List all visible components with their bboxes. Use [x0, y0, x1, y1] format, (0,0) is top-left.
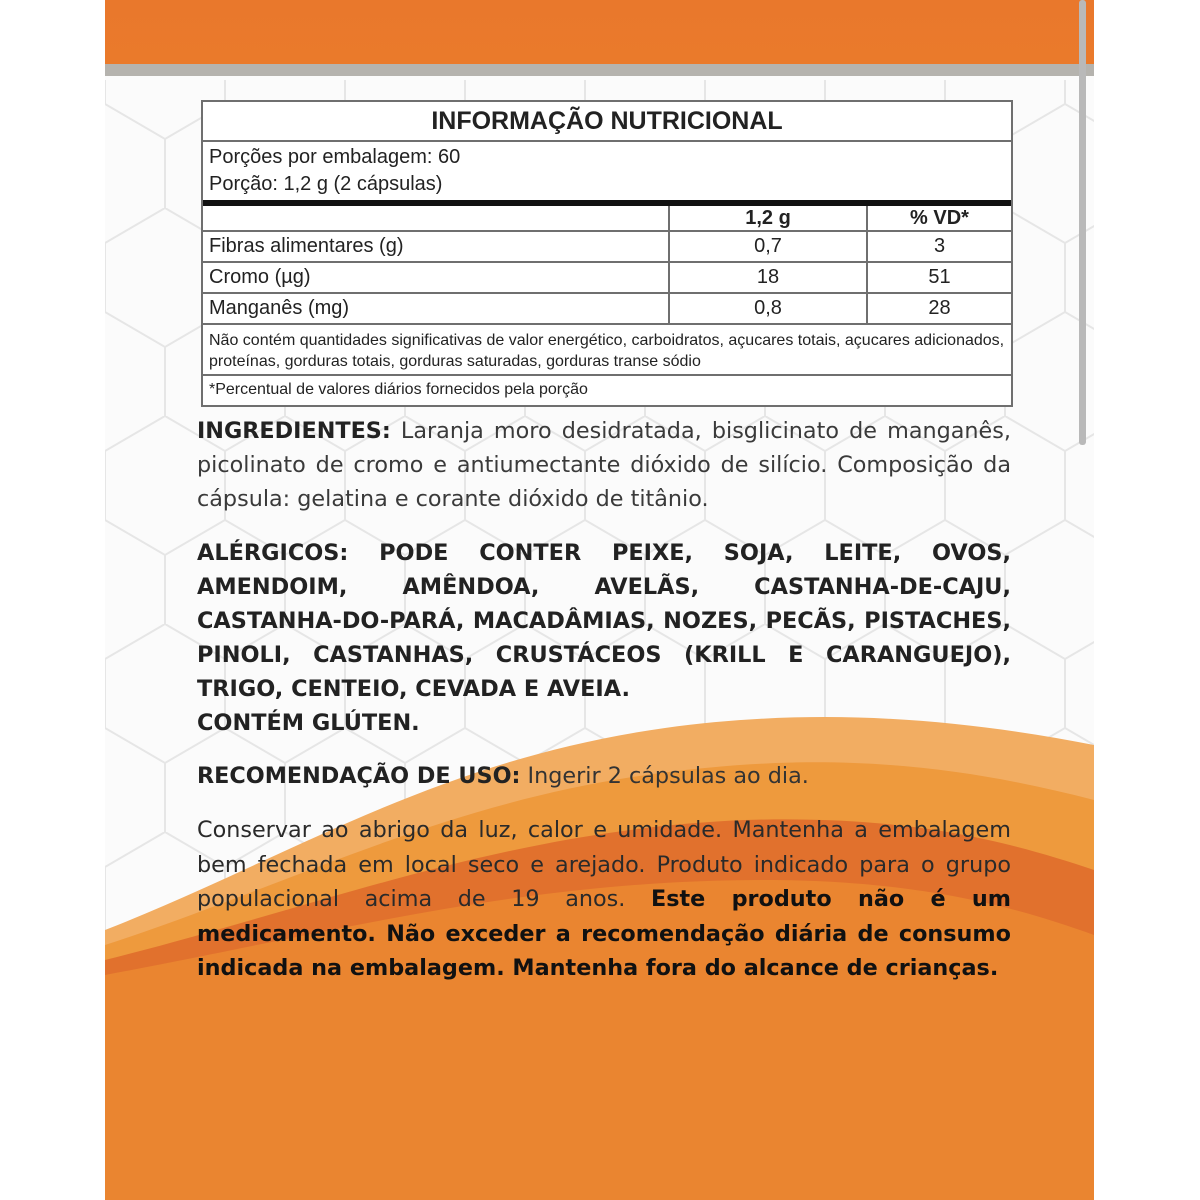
- nutrient-name: Fibras alimentares (g): [203, 231, 669, 262]
- serving-info: [203, 142, 1011, 206]
- nutrient-amount: 0,8: [669, 293, 867, 323]
- top-grey-band: [105, 64, 1094, 76]
- nutrient-name: Cromo (µg): [203, 262, 669, 293]
- nutrient-dv: 3: [867, 231, 1011, 262]
- storage-instructions: [197, 813, 1011, 986]
- ingredients-label: INGREDIENTES:: [197, 418, 391, 444]
- gluten-notice: CONTÉM GLÚTEN.: [197, 710, 420, 736]
- nutrient-row: [203, 231, 1011, 262]
- column-header-dv: % VD*: [867, 206, 1011, 231]
- allergens-text: ALÉRGICOS: PODE CONTER PEIXE, SOJA, LEITE, OVOS, AMENDOIM, AMÊNDOA, AVELÃS, CASTANHA-DE-CAJU, CASTANHA-DO-PARÁ, MACADÂMIAS, NOZES, PECÃS, PISTACHES, PINOLI, CASTANHAS, CRUSTÁCEOS (KRILL E CARANGUEJO), TRIGO, CENTEIO, CEVADA E AVEIA.: [197, 540, 1011, 702]
- ingredients-section: [197, 414, 1011, 516]
- nutrient-row: [203, 262, 1011, 293]
- scrollbar-thumb[interactable]: [1079, 0, 1086, 445]
- column-header-amount: 1,2 g: [669, 206, 867, 231]
- column-header-row: [203, 206, 1011, 231]
- insignificant-amounts-note: Não contém quantidades significativas de valor energético, carboidratos, açucares totais, açucares adicionados, proteínas, gorduras totais, gorduras saturadas, gorduras transe sódio: [203, 323, 1011, 374]
- nutrient-dv: 51: [867, 262, 1011, 293]
- nutrient-grid: [203, 206, 1011, 323]
- nutrient-dv: 28: [867, 293, 1011, 323]
- nutrient-name: Manganês (mg): [203, 293, 669, 323]
- daily-value-footnote: *Percentual de valores diários fornecidos pela porção: [203, 374, 1011, 405]
- product-label-panel: [105, 0, 1094, 1200]
- usage-text: Ingerir 2 cápsulas ao dia.: [527, 763, 809, 789]
- nutrient-amount: 18: [669, 262, 867, 293]
- servings-per-package: Porções por embalagem: 60: [209, 146, 461, 168]
- nutrition-title: INFORMAÇÃO NUTRICIONAL: [203, 102, 1011, 142]
- nutrient-row: [203, 293, 1011, 323]
- usage-label: RECOMENDAÇÃO DE USO:: [197, 763, 521, 789]
- ingredients-text: Laranja moro desidratada, bisglicinato de manganês, picolinato de cromo e antiumectante dióxido de silício. Composição da cápsula: gelatina e corante dióxido de titânio.: [197, 418, 1011, 512]
- top-orange-band: [105, 0, 1094, 66]
- allergens-section: [197, 536, 1011, 740]
- storage-text: Conservar ao abrigo da luz, calor e umidade. Mantenha a embalagem bem fechada em local seco e arejado. Produto indicado para o grupo populacional acima de 19 anos.: [197, 817, 1011, 912]
- column-header-nutrient: [203, 206, 669, 231]
- nutrient-amount: 0,7: [669, 231, 867, 262]
- nutrition-facts-table: [201, 100, 1013, 407]
- serving-size: Porção: 1,2 g (2 cápsulas): [209, 173, 443, 195]
- safety-warning: Este produto não é um medicamento. Não exceder a recomendação diária de consumo indicada na embalagem. Mantenha fora do alcance de crianças.: [197, 886, 1011, 981]
- usage-recommendation: [197, 759, 1011, 793]
